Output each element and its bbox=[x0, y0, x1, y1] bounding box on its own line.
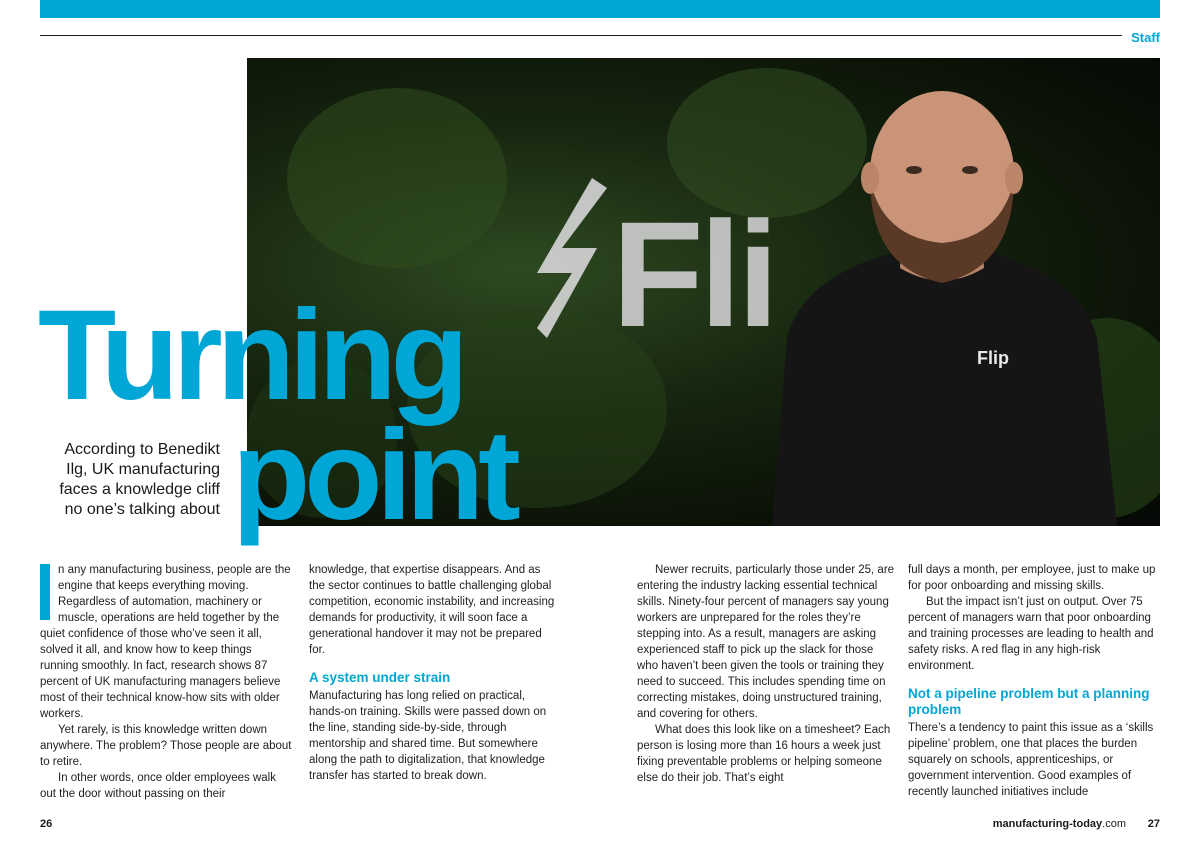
shirt-logo-text: Flip bbox=[977, 348, 1009, 368]
section-label: Staff bbox=[1131, 30, 1160, 45]
paragraph: full days a month, per employee, just to make up for poor onboarding and missing skills. bbox=[908, 564, 1156, 592]
header-rule bbox=[40, 35, 1122, 36]
paragraph: Manufacturing has long relied on practical, hands-on training. Skills were passed down on the line, standing side-by-side, through mentorship and shared time. But somewhere along the path to digitalization, that knowledge transfer has started to break down. bbox=[309, 690, 547, 782]
standfirst: According to Benedikt Ilg, UK manufacturing faces a knowledge cliff no one’s talking about bbox=[59, 441, 220, 518]
paragraph: Newer recruits, particularly those under 25, are entering the industry lacking essential technical skills. Ninety-four percent of managers say young workers are unprepared for the roles they’re stepping into. As a result, managers are asking experienced staff to pick up the slack for those who haven’t been given the tools or training they need to succeed. This includes spending time on correcting mistakes, doing unstructured training, and covering for others. bbox=[637, 564, 895, 720]
wall-logo-text: Fli bbox=[612, 190, 775, 358]
paragraph: In other words, once older employees walk out the door without passing on their bbox=[40, 772, 276, 800]
top-accent-bar bbox=[40, 0, 1160, 18]
body-column-1 bbox=[40, 562, 292, 802]
site-url-suffix: .com bbox=[1102, 818, 1126, 830]
foliage-blob bbox=[287, 88, 507, 268]
paragraph: n any manufacturing business, people are the engine that keeps everything moving. Regardless of automation, machinery or muscle, operations are held together by the quiet confidence of those who’ve seen it all, solved it all, and know how to keep things running smoothly. In fact, research shows 87 percent of UK manufacturing managers believe most of their technical know-how sits with older workers. bbox=[40, 564, 291, 720]
drop-cap-bar bbox=[40, 564, 50, 620]
paragraph: But the impact isn’t just on output. Over 75 percent of managers warn that poor onboarding and training processes are leading to health and safety risks. A red flag in any high-risk environment. bbox=[908, 596, 1154, 672]
paragraph: Yet rarely, is this knowledge written down anywhere. The problem? Those people are about to retire. bbox=[40, 724, 292, 768]
body-column-3 bbox=[637, 562, 895, 786]
body-column-2 bbox=[309, 562, 557, 784]
subheading: A system under strain bbox=[309, 670, 451, 685]
page-number-right: 27 bbox=[1147, 818, 1160, 830]
page-number-left: 26 bbox=[40, 818, 53, 830]
paragraph: knowledge, that expertise disappears. And as the sector continues to battle challenging global competition, economic instability, and increasing demands for productivity, it will soon face a generational handover it may not be prepared for. bbox=[309, 564, 555, 656]
body-column-4 bbox=[908, 562, 1160, 800]
paragraph: What does this look like on a timesheet? Each person is losing more than 16 hours a week just fixing preventable problems or helping someone else do their job. That’s eight bbox=[637, 724, 891, 784]
paragraph: There’s a tendency to paint this issue as a ‘skills pipeline’ problem, one that places the burden squarely on schools, apprenticeships, or government intervention. Good examples of recently launched initiatives include bbox=[908, 722, 1154, 798]
subheading: Not a pipeline problem but a planning problem bbox=[908, 686, 1150, 717]
person-portrait bbox=[752, 78, 1132, 526]
flip-logo-icon bbox=[537, 178, 607, 338]
headline-line-1: Turning bbox=[38, 284, 463, 427]
headline-line-2: point bbox=[232, 404, 515, 547]
site-url-name: manufacturing-today bbox=[992, 818, 1103, 830]
site-url bbox=[993, 818, 1126, 830]
